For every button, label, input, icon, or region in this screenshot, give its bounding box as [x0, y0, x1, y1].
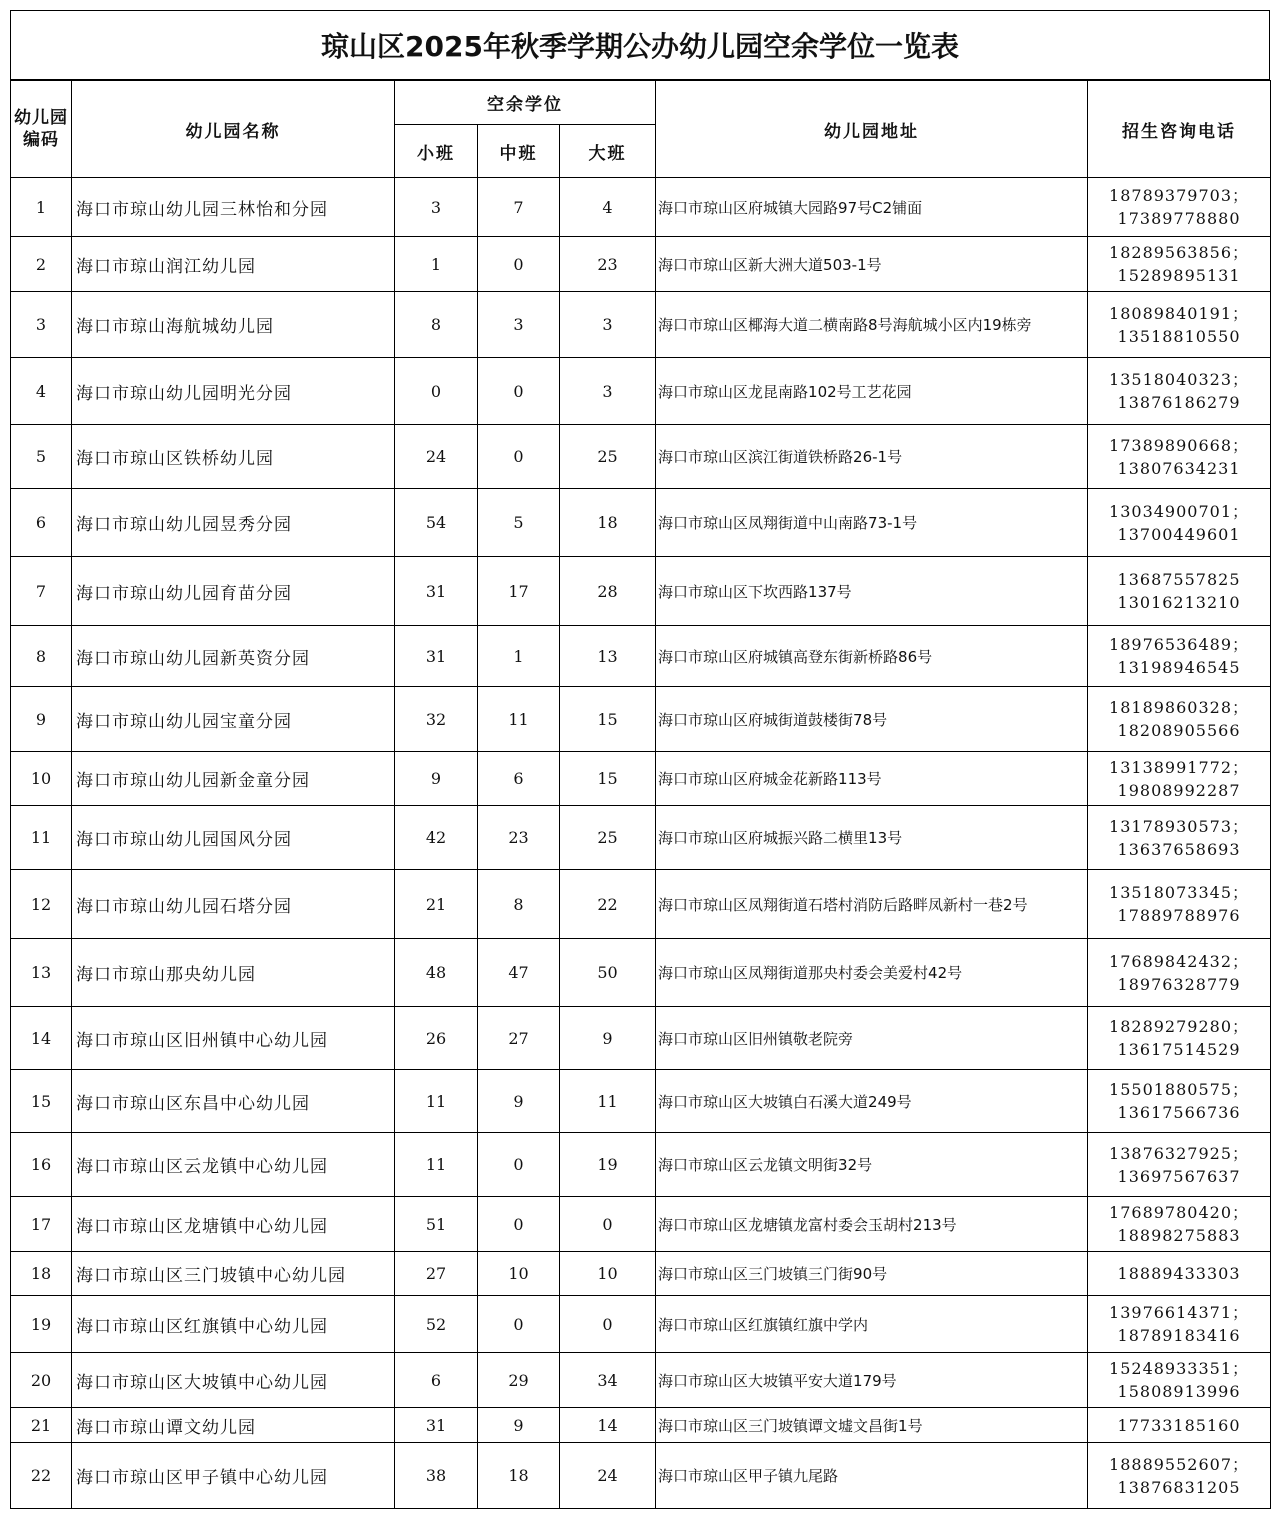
vacancy-large: 3	[560, 358, 656, 425]
vacancy-middle: 23	[478, 806, 560, 870]
phone-number: 13876831205	[1117, 1477, 1241, 1497]
table-row	[11, 1443, 1271, 1509]
vacancy-small: 6	[395, 1353, 478, 1408]
header-phone: 招生咨询电话	[1088, 81, 1271, 178]
kindergarten-name: 海口市琼山区旧州镇中心幼儿园	[72, 1007, 395, 1070]
kindergarten-name: 海口市琼山区甲子镇中心幼儿园	[72, 1443, 395, 1509]
row-number: 10	[11, 752, 72, 806]
vacancy-large: 50	[560, 939, 656, 1007]
vacancy-large: 34	[560, 1353, 656, 1408]
phone-number: 17389778880	[1117, 209, 1241, 228]
phone-number: 13016213210	[1117, 593, 1241, 612]
consult-phone	[1088, 1443, 1271, 1509]
vacancy-small: 52	[395, 1296, 478, 1353]
row-number: 2	[11, 237, 72, 292]
vacancy-large: 14	[560, 1408, 656, 1443]
kindergarten-name: 海口市琼山区红旗镇中心幼儿园	[72, 1296, 395, 1353]
phone-number: 15808913996	[1117, 1382, 1241, 1401]
header-code: 幼儿园编码	[11, 81, 72, 178]
vacancy-middle: 11	[478, 687, 560, 752]
phone-number: 13697567637	[1117, 1166, 1241, 1186]
kindergarten-address: 海口市琼山区新大洲大道503-1号	[656, 237, 1088, 292]
vacancy-small: 1	[395, 237, 478, 292]
vacancy-middle: 0	[478, 358, 560, 425]
consult-phone	[1088, 752, 1271, 806]
kindergarten-address: 海口市琼山区府城镇高登东街新桥路86号	[656, 626, 1088, 687]
vacancy-small: 8	[395, 292, 478, 358]
consult-phone	[1088, 1296, 1271, 1353]
phone-number: 18208905566	[1117, 721, 1241, 740]
table-row	[11, 1353, 1271, 1408]
kindergarten-address: 海口市琼山区府城街道鼓楼街78号	[656, 687, 1088, 752]
vacancy-small: 31	[395, 626, 478, 687]
consult-phone	[1088, 939, 1271, 1007]
table-row	[11, 626, 1271, 687]
vacancy-middle: 29	[478, 1353, 560, 1408]
vacancy-middle: 0	[478, 1197, 560, 1252]
vacancy-large: 15	[560, 687, 656, 752]
phone-number: 13976614371；	[1109, 1303, 1250, 1322]
vacancy-large: 3	[560, 292, 656, 358]
header-middle: 中班	[478, 125, 560, 178]
table-row	[11, 687, 1271, 752]
table-row	[11, 752, 1271, 806]
vacancy-middle: 1	[478, 626, 560, 687]
phone-number: 18789183416	[1117, 1326, 1241, 1345]
vacancy-middle: 27	[478, 1007, 560, 1070]
vacancy-large: 18	[560, 489, 656, 557]
page-title: 琼山区2025年秋季学期公办幼儿园空余学位一览表	[10, 10, 1270, 80]
phone-number: 13617566736	[1117, 1103, 1241, 1122]
kindergarten-address: 海口市琼山区凤翔街道那央村委会美爱村42号	[656, 939, 1088, 1007]
phone-number: 15501880575；	[1109, 1080, 1250, 1099]
kindergarten-address: 海口市琼山区府城金花新路113号	[656, 752, 1088, 806]
kindergarten-address: 海口市琼山区大坡镇白石溪大道249号	[656, 1070, 1088, 1133]
table-row	[11, 557, 1271, 626]
vacancy-table	[10, 80, 1271, 1509]
phone-number: 18089840191；	[1109, 303, 1250, 323]
kindergarten-name: 海口市琼山幼儿园新金童分园	[72, 752, 395, 806]
vacancy-large: 11	[560, 1070, 656, 1133]
phone-number: 18189860328；	[1109, 698, 1250, 717]
kindergarten-name: 海口市琼山幼儿园宝童分园	[72, 687, 395, 752]
kindergarten-name: 海口市琼山区云龙镇中心幼儿园	[72, 1133, 395, 1197]
vacancy-large: 22	[560, 870, 656, 939]
phone-number: 13518810550	[1117, 326, 1241, 346]
table-row	[11, 358, 1271, 425]
table-body	[11, 178, 1271, 1509]
consult-phone	[1088, 870, 1271, 939]
row-number: 20	[11, 1353, 72, 1408]
consult-phone	[1088, 292, 1271, 358]
kindergarten-name: 海口市琼山幼儿园明光分园	[72, 358, 395, 425]
table-row	[11, 1197, 1271, 1252]
vacancy-small: 32	[395, 687, 478, 752]
row-number: 9	[11, 687, 72, 752]
kindergarten-address: 海口市琼山区三门坡镇三门街90号	[656, 1252, 1088, 1296]
phone-number: 13617514529	[1117, 1040, 1241, 1059]
consult-phone	[1088, 178, 1271, 237]
phone-number: 17689780420；	[1109, 1203, 1250, 1222]
vacancy-middle: 8	[478, 870, 560, 939]
kindergarten-name: 海口市琼山区东昌中心幼儿园	[72, 1070, 395, 1133]
vacancy-large: 23	[560, 237, 656, 292]
kindergarten-address: 海口市琼山区凤翔街道石塔村消防后路畔凤新村一巷2号	[656, 870, 1088, 939]
vacancy-large: 0	[560, 1197, 656, 1252]
consult-phone	[1088, 1007, 1271, 1070]
kindergarten-name: 海口市琼山那央幼儿园	[72, 939, 395, 1007]
kindergarten-address: 海口市琼山区椰海大道二横南路8号海航城小区内19栋旁	[656, 292, 1088, 358]
table-row	[11, 489, 1271, 557]
row-number: 15	[11, 1070, 72, 1133]
vacancy-small: 11	[395, 1070, 478, 1133]
vacancy-large: 10	[560, 1252, 656, 1296]
phone-number: 17889788976	[1117, 906, 1241, 925]
vacancy-large: 25	[560, 806, 656, 870]
row-number: 4	[11, 358, 72, 425]
table-row	[11, 870, 1271, 939]
phone-number: 17689842432；	[1109, 951, 1250, 971]
phone-number: 18898275883	[1117, 1226, 1241, 1245]
vacancy-large: 15	[560, 752, 656, 806]
phone-number: 13198946545	[1117, 658, 1241, 677]
consult-phone	[1088, 1070, 1271, 1133]
vacancy-large: 9	[560, 1007, 656, 1070]
vacancy-small: 11	[395, 1133, 478, 1197]
consult-phone	[1088, 557, 1271, 626]
kindergarten-address: 海口市琼山区旧州镇敬老院旁	[656, 1007, 1088, 1070]
vacancy-middle: 18	[478, 1443, 560, 1509]
vacancy-middle: 0	[478, 1296, 560, 1353]
phone-number: 18289279280；	[1109, 1017, 1250, 1036]
vacancy-small: 54	[395, 489, 478, 557]
table-header	[11, 81, 1271, 178]
vacancy-small: 3	[395, 178, 478, 237]
vacancy-middle: 3	[478, 292, 560, 358]
table-row	[11, 237, 1271, 292]
phone-number: 19808992287	[1117, 780, 1241, 800]
table-row	[11, 1252, 1271, 1296]
vacancy-middle: 9	[478, 1070, 560, 1133]
kindergarten-address: 海口市琼山区龙昆南路102号工艺花园	[656, 358, 1088, 425]
row-number: 3	[11, 292, 72, 358]
phone-number: 13138991772；	[1109, 757, 1250, 777]
phone-number: 17733185160	[1117, 1415, 1241, 1435]
phone-number: 15289895131	[1117, 266, 1241, 285]
row-number: 1	[11, 178, 72, 237]
phone-number: 18889433303	[1117, 1264, 1241, 1283]
phone-number: 13518040323；	[1109, 370, 1250, 389]
vacancy-large: 25	[560, 425, 656, 489]
kindergarten-name: 海口市琼山区三门坡镇中心幼儿园	[72, 1252, 395, 1296]
header-small: 小班	[395, 125, 478, 178]
header-vacancy: 空余学位	[395, 81, 656, 125]
vacancy-small: 31	[395, 557, 478, 626]
table-row	[11, 425, 1271, 489]
kindergarten-address: 海口市琼山区三门坡镇谭文墟文昌街1号	[656, 1408, 1088, 1443]
vacancy-small: 26	[395, 1007, 478, 1070]
vacancy-small: 42	[395, 806, 478, 870]
row-number: 11	[11, 806, 72, 870]
vacancy-large: 28	[560, 557, 656, 626]
kindergarten-name: 海口市琼山幼儿园育苗分园	[72, 557, 395, 626]
row-number: 5	[11, 425, 72, 489]
consult-phone	[1088, 425, 1271, 489]
row-number: 14	[11, 1007, 72, 1070]
header-name: 幼儿园名称	[72, 81, 395, 178]
phone-number: 18889552607；	[1109, 1454, 1250, 1474]
consult-phone	[1088, 1252, 1271, 1296]
kindergarten-name: 海口市琼山海航城幼儿园	[72, 292, 395, 358]
consult-phone	[1088, 806, 1271, 870]
vacancy-small: 27	[395, 1252, 478, 1296]
row-number: 21	[11, 1408, 72, 1443]
phone-number: 18976328779	[1117, 974, 1241, 994]
kindergarten-address: 海口市琼山区滨江街道铁桥路26-1号	[656, 425, 1088, 489]
consult-phone	[1088, 1408, 1271, 1443]
phone-number: 13178930573；	[1109, 816, 1250, 836]
vacancy-large: 13	[560, 626, 656, 687]
table-row	[11, 178, 1271, 237]
kindergarten-name: 海口市琼山谭文幼儿园	[72, 1408, 395, 1443]
table-row	[11, 939, 1271, 1007]
vacancy-small: 9	[395, 752, 478, 806]
consult-phone	[1088, 626, 1271, 687]
vacancy-large: 4	[560, 178, 656, 237]
vacancy-middle: 5	[478, 489, 560, 557]
phone-number: 13518073345；	[1109, 883, 1250, 902]
phone-number: 13637658693	[1117, 839, 1241, 859]
vacancy-large: 19	[560, 1133, 656, 1197]
vacancy-small: 38	[395, 1443, 478, 1509]
vacancy-middle: 47	[478, 939, 560, 1007]
phone-number: 13876327925；	[1109, 1143, 1250, 1163]
phone-number: 13687557825	[1117, 570, 1241, 589]
kindergarten-name: 海口市琼山幼儿园新英资分园	[72, 626, 395, 687]
phone-number: 13876186279	[1117, 393, 1241, 412]
vacancy-middle: 0	[478, 425, 560, 489]
consult-phone	[1088, 1353, 1271, 1408]
vacancy-sheet	[10, 10, 1270, 1509]
kindergarten-name: 海口市琼山幼儿园三林怡和分园	[72, 178, 395, 237]
table-row	[11, 806, 1271, 870]
row-number: 12	[11, 870, 72, 939]
kindergarten-address: 海口市琼山区甲子镇九尾路	[656, 1443, 1088, 1509]
row-number: 17	[11, 1197, 72, 1252]
vacancy-large: 24	[560, 1443, 656, 1509]
row-number: 6	[11, 489, 72, 557]
consult-phone	[1088, 687, 1271, 752]
consult-phone	[1088, 358, 1271, 425]
phone-number: 18976536489；	[1109, 635, 1250, 654]
kindergarten-name: 海口市琼山幼儿园昱秀分园	[72, 489, 395, 557]
kindergarten-address: 海口市琼山区红旗镇红旗中学内	[656, 1296, 1088, 1353]
row-number: 18	[11, 1252, 72, 1296]
vacancy-middle: 10	[478, 1252, 560, 1296]
vacancy-small: 48	[395, 939, 478, 1007]
vacancy-middle: 9	[478, 1408, 560, 1443]
vacancy-small: 51	[395, 1197, 478, 1252]
vacancy-large: 0	[560, 1296, 656, 1353]
kindergarten-address: 海口市琼山区凤翔街道中山南路73-1号	[656, 489, 1088, 557]
consult-phone	[1088, 489, 1271, 557]
table-row	[11, 1296, 1271, 1353]
row-number: 22	[11, 1443, 72, 1509]
row-number: 8	[11, 626, 72, 687]
table-row	[11, 1408, 1271, 1443]
vacancy-small: 0	[395, 358, 478, 425]
table-row	[11, 1070, 1271, 1133]
kindergarten-address: 海口市琼山区府城振兴路二横里13号	[656, 806, 1088, 870]
table-row	[11, 1007, 1271, 1070]
vacancy-small: 21	[395, 870, 478, 939]
row-number: 16	[11, 1133, 72, 1197]
kindergarten-address: 海口市琼山区府城镇大园路97号C2铺面	[656, 178, 1088, 237]
row-number: 7	[11, 557, 72, 626]
consult-phone	[1088, 1197, 1271, 1252]
vacancy-middle: 6	[478, 752, 560, 806]
consult-phone	[1088, 237, 1271, 292]
header-large: 大班	[560, 125, 656, 178]
phone-number: 17389890668；	[1109, 435, 1250, 455]
table-row	[11, 1133, 1271, 1197]
phone-number: 13034900701；	[1109, 501, 1250, 521]
phone-number: 13807634231	[1117, 458, 1241, 478]
kindergarten-name: 海口市琼山区铁桥幼儿园	[72, 425, 395, 489]
kindergarten-name: 海口市琼山润江幼儿园	[72, 237, 395, 292]
row-number: 19	[11, 1296, 72, 1353]
phone-number: 18289563856；	[1109, 243, 1250, 262]
vacancy-middle: 0	[478, 1133, 560, 1197]
consult-phone	[1088, 1133, 1271, 1197]
vacancy-small: 31	[395, 1408, 478, 1443]
kindergarten-address: 海口市琼山区龙塘镇龙富村委会玉胡村213号	[656, 1197, 1088, 1252]
vacancy-middle: 7	[478, 178, 560, 237]
kindergarten-address: 海口市琼山区云龙镇文明街32号	[656, 1133, 1088, 1197]
phone-number: 15248933351；	[1109, 1359, 1250, 1378]
vacancy-middle: 0	[478, 237, 560, 292]
kindergarten-name: 海口市琼山幼儿园石塔分园	[72, 870, 395, 939]
kindergarten-name: 海口市琼山区大坡镇中心幼儿园	[72, 1353, 395, 1408]
vacancy-small: 24	[395, 425, 478, 489]
phone-number: 13700449601	[1117, 524, 1241, 544]
kindergarten-name: 海口市琼山幼儿园国风分园	[72, 806, 395, 870]
phone-number: 18789379703；	[1109, 186, 1250, 205]
row-number: 13	[11, 939, 72, 1007]
kindergarten-address: 海口市琼山区下坎西路137号	[656, 557, 1088, 626]
vacancy-middle: 17	[478, 557, 560, 626]
header-address: 幼儿园地址	[656, 81, 1088, 178]
kindergarten-name: 海口市琼山区龙塘镇中心幼儿园	[72, 1197, 395, 1252]
kindergarten-address: 海口市琼山区大坡镇平安大道179号	[656, 1353, 1088, 1408]
table-row	[11, 292, 1271, 358]
